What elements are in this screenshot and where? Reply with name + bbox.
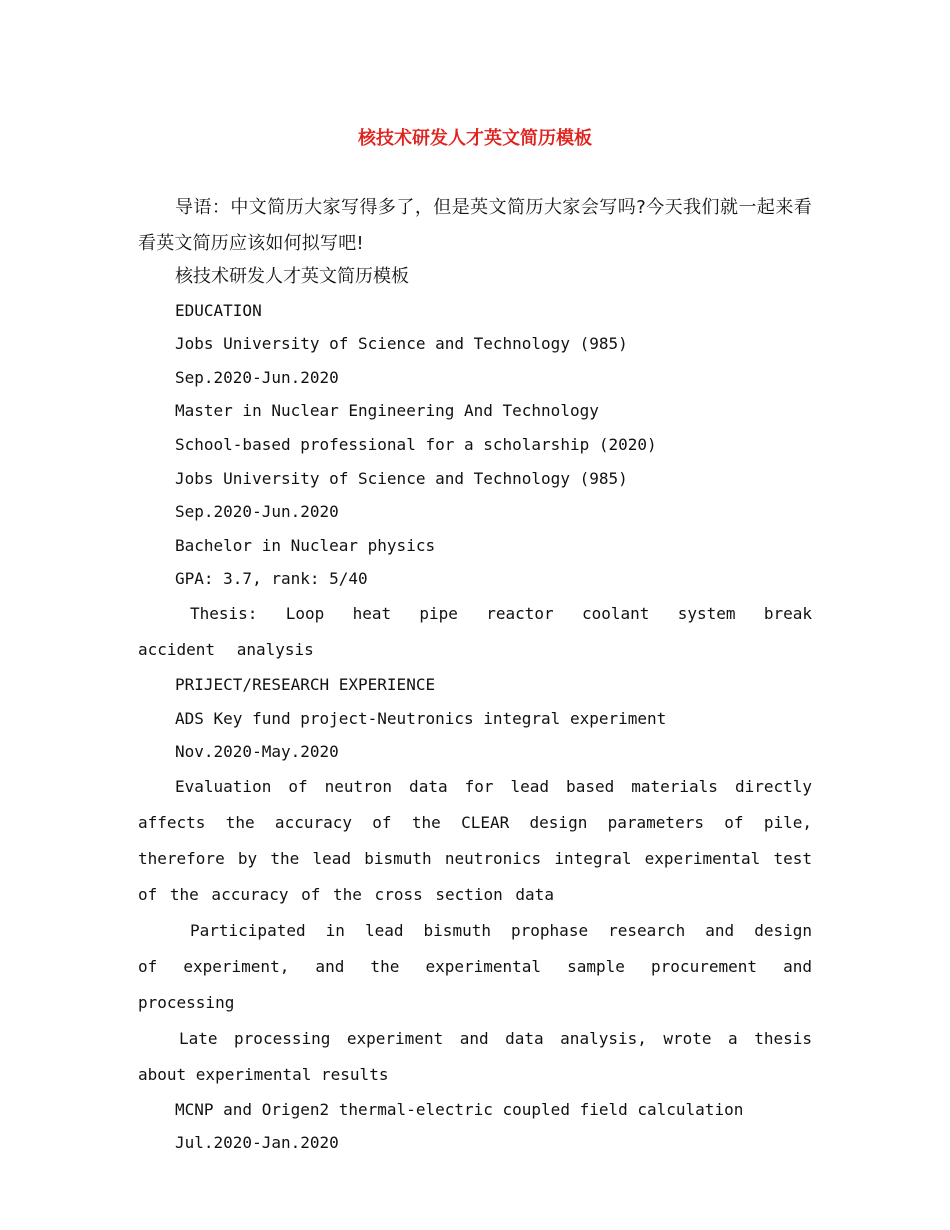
edu1-award: School-based professional for a scholarship (2020) (175, 434, 657, 454)
resume-subtitle: 核技术研发人才英文简历模板 (175, 266, 409, 287)
edu2-degree: Bachelor in Nuclear physics (175, 535, 436, 555)
proj2-dates: Jul.2020-Jan.2020 (175, 1133, 339, 1153)
edu2-school: Jobs University of Science and Technology (985) (175, 468, 628, 488)
proj1-dates: Nov.2020-May.2020 (175, 742, 339, 762)
edu1-school: Jobs University of Science and Technology (985) (175, 334, 628, 354)
proj1-task-1: Participated in lead bismuth prophase research and design of experiment, and the experimental sample procurement and processing (138, 920, 812, 1012)
edu2-thesis: Thesis: Loop heat pipe reactor coolant system break accident analysis (138, 603, 812, 659)
project-heading: PRIJECT/RESEARCH EXPERIENCE (175, 674, 436, 694)
education-heading: EDUCATION (175, 300, 262, 320)
document-title: 核技术研发人才英文简历模板 (358, 128, 592, 149)
edu2-dates: Sep.2020-Jun.2020 (175, 502, 339, 522)
edu2-gpa: GPA: 3.7, rank: 5/40 (175, 569, 368, 589)
proj1-description: Evaluation of neutron data for lead based materials directly affects the accuracy of the CLEAR design parameters of pile, therefore by the lead bismuth neutronics integral experimental test of the accuracy of the cross section data (138, 776, 812, 904)
proj2-title: MCNP and Origen2 thermal-electric coupled field calculation (175, 1099, 744, 1119)
document-body (138, 190, 812, 1160)
proj1-task-2: Late processing experiment and data analysis, wrote a thesis about experimental results (138, 1028, 812, 1084)
edu1-dates: Sep.2020-Jun.2020 (175, 367, 339, 387)
proj1-title: ADS Key fund project-Neutronics integral experiment (175, 708, 667, 728)
edu1-degree: Master in Nuclear Engineering And Technology (175, 401, 599, 421)
intro-paragraph: 导语：中文简历大家写得多了，但是英文简历大家会写吗?今天我们就一起来看看英文简历应该如何拟写吧! (138, 197, 812, 254)
